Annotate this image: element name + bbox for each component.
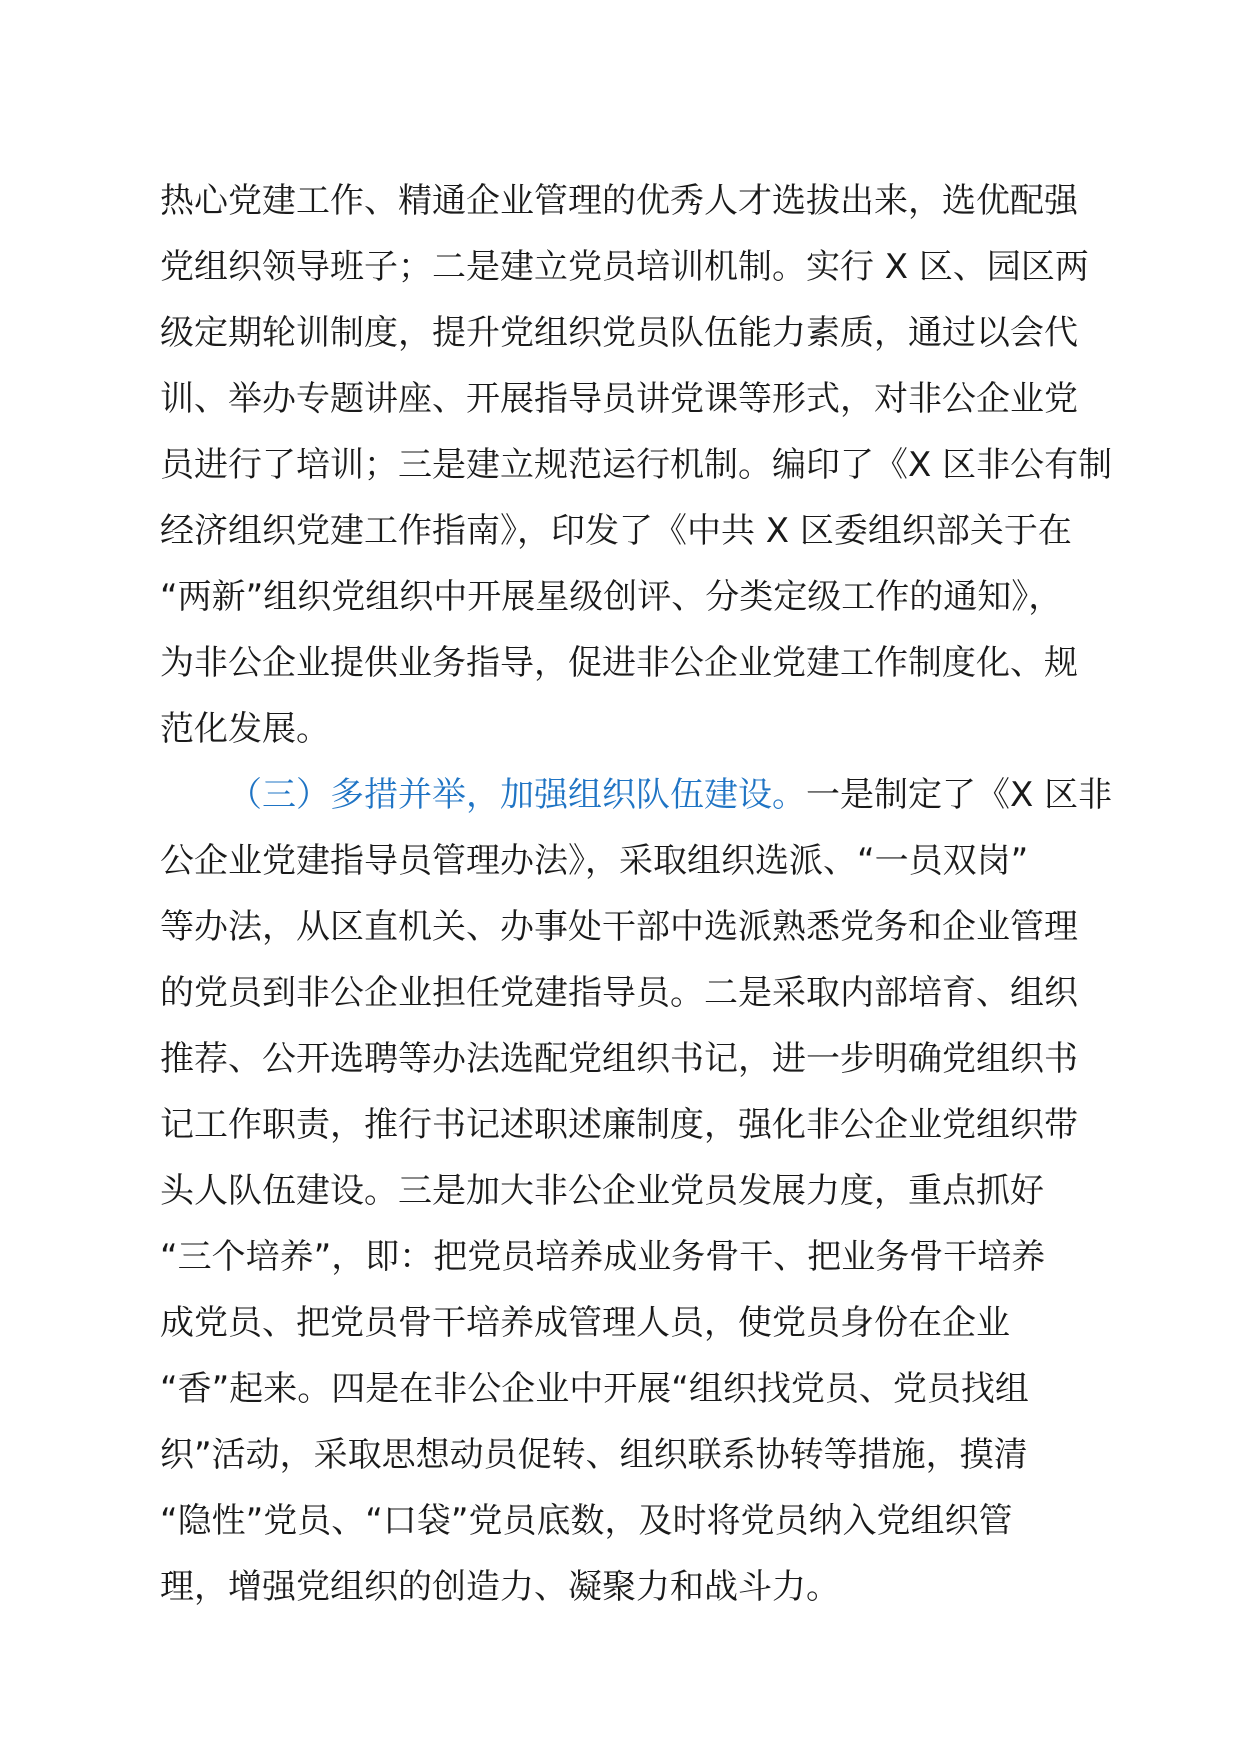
section-first-line <box>160 762 1113 828</box>
text-line: “香”起来。四是在非公企业中开展“组织找党员、党员找组 <box>160 1369 1029 1409</box>
text-line: “两新”组织党组织中开展星级创评、分类定级工作的通知》， <box>160 577 1063 617</box>
text-line: 织”活动，采取思想动员促转、组织联系协转等措施，摸清 <box>160 1435 1028 1475</box>
text-line: 级定期轮训制度，提升党组织党员队伍能力素质，通过以会代 <box>160 313 1078 353</box>
document-body <box>160 168 1113 1620</box>
text-line: 范化发展。 <box>160 709 330 749</box>
text-line: “隐性”党员、“口袋”党员底数，及时将党员纳入党组织管 <box>160 1501 1013 1541</box>
text-line: 训、举办专题讲座、开展指导员讲党课等形式，对非公企业党 <box>160 379 1078 419</box>
text-line: 经济组织党建工作指南》，印发了《中共 X 区委组织部关于在 <box>160 511 1072 551</box>
text-line: 员进行了培训；三是建立规范运行机制。编印了《X 区非公有制 <box>160 445 1113 485</box>
text-line: 成党员、把党员骨干培养成管理人员，使党员身份在企业 <box>160 1303 1010 1343</box>
text-line: 党组织领导班子；二是建立党员培训机制。实行 X 区、园区两 <box>160 247 1089 287</box>
text-line: 头人队伍建设。三是加大非公企业党员发展力度，重点抓好 <box>160 1171 1044 1211</box>
text-line: 的党员到非公企业担任党建指导员。二是采取内部培育、组织 <box>160 973 1078 1013</box>
text-line: 为非公企业提供业务指导，促进非公企业党建工作制度化、规 <box>160 643 1078 683</box>
section-heading: （三）多措并举，加强组织队伍建设。 <box>228 775 806 815</box>
text-line: 热心党建工作、精通企业管理的优秀人才选拔出来，选优配强 <box>160 181 1078 221</box>
text-line: “三个培养”，即：把党员培养成业务骨干、把业务骨干培养 <box>160 1237 1046 1277</box>
text-line: 等办法，从区直机关、办事处干部中选派熟悉党务和企业管理 <box>160 907 1078 947</box>
text-line: 公企业党建指导员管理办法》，采取组织选派、“一员双岗” <box>160 841 1029 881</box>
text-line: 记工作职责，推行书记述职述廉制度，强化非公企业党组织带 <box>160 1105 1078 1145</box>
text-line: 理，增强党组织的创造力、凝聚力和战斗力。 <box>160 1567 840 1607</box>
text-line: 推荐、公开选聘等办法选配党组织书记，进一步明确党组织书 <box>160 1039 1078 1079</box>
section-first-line-text: 一是制定了《X 区非 <box>806 775 1113 815</box>
